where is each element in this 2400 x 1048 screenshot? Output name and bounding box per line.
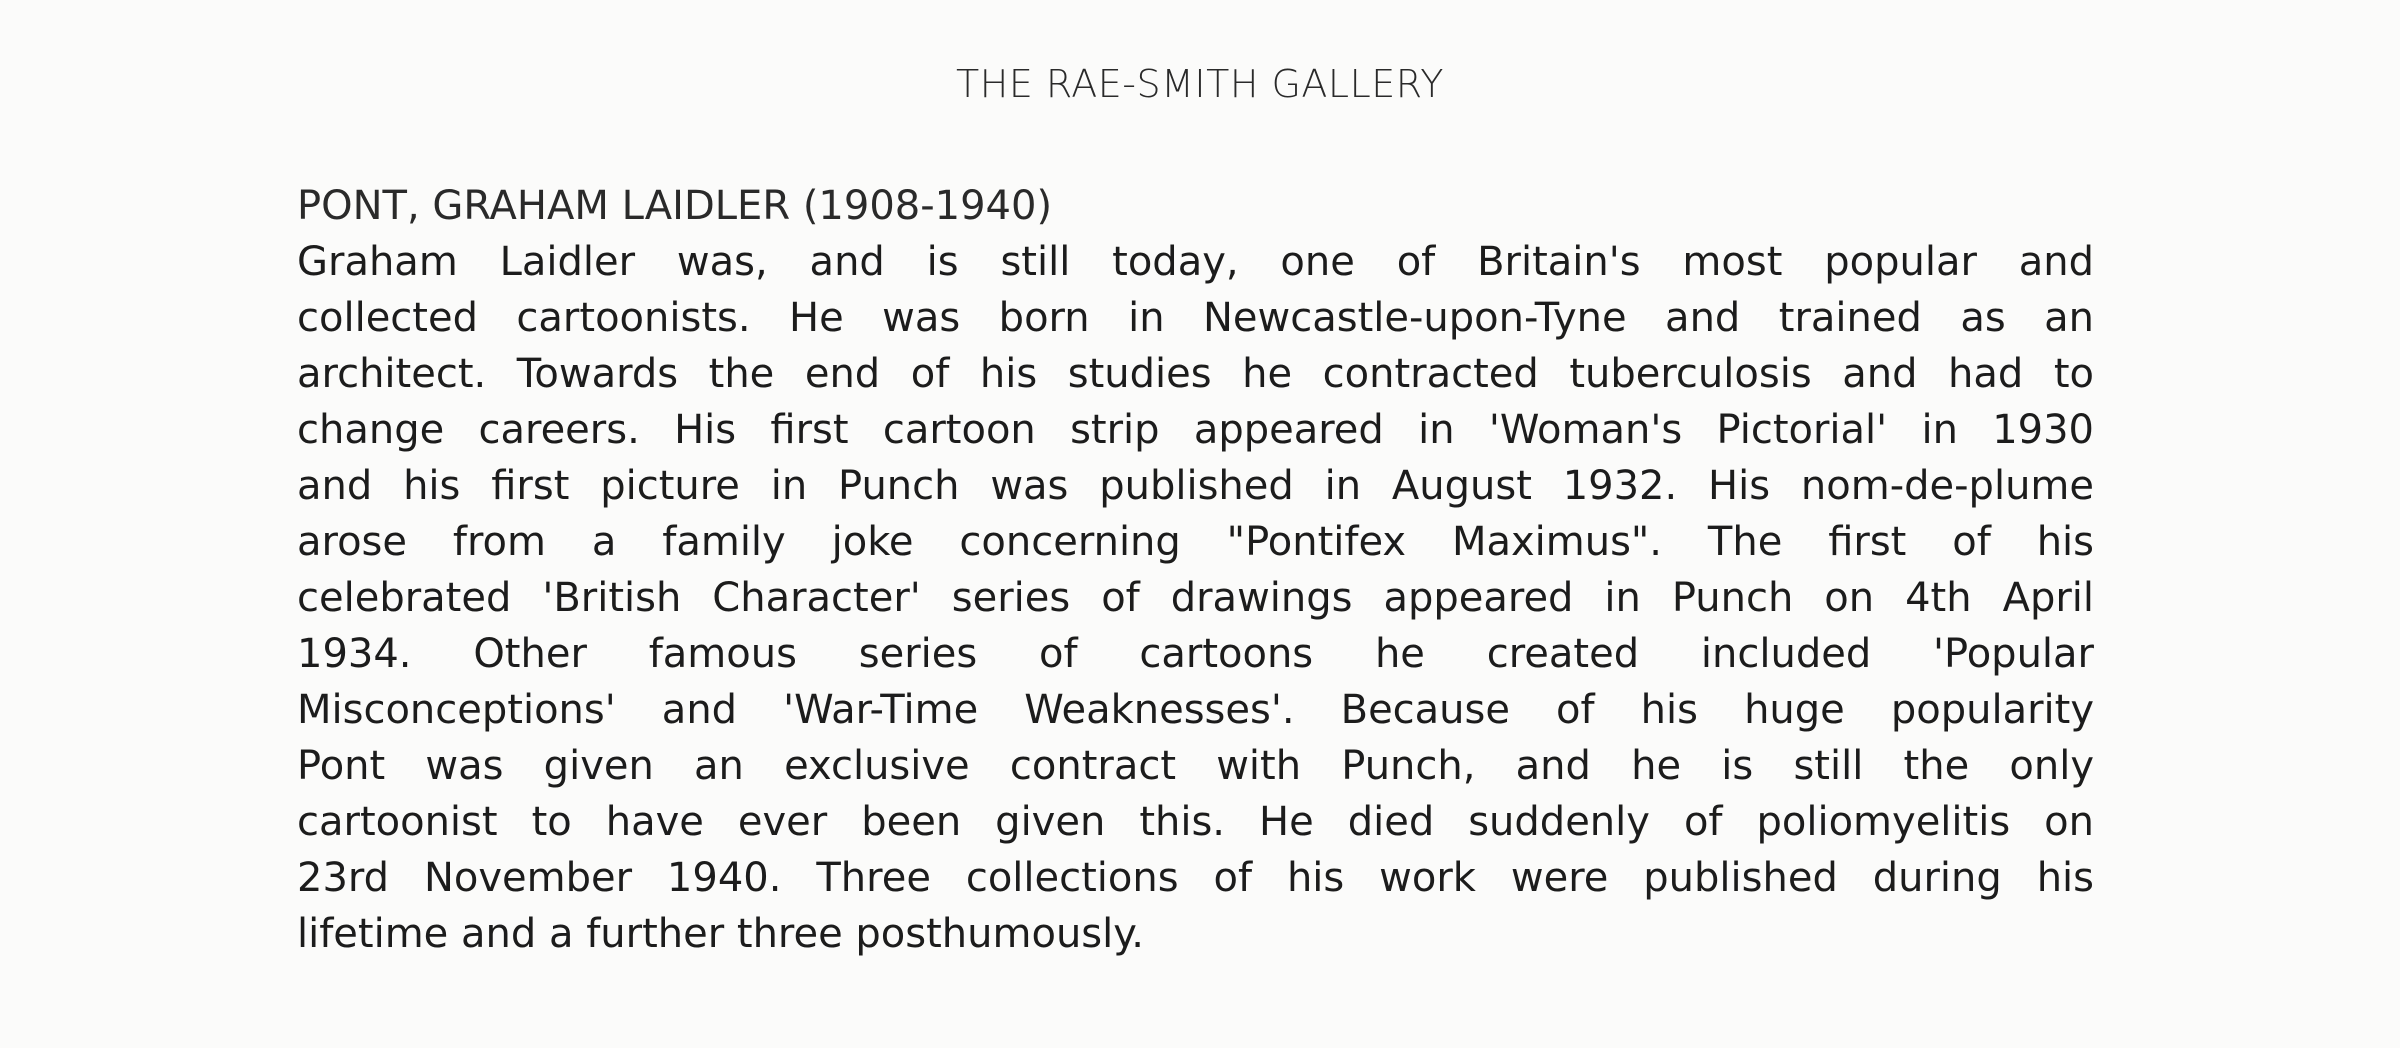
biography-line: lifetime and a further three posthumously. — [297, 911, 1144, 957]
biography-line: change careers. His first cartoon strip appeared in 'Woman's Pictorial' in 1930 — [297, 407, 2094, 453]
artist-heading: PONT, GRAHAM LAIDLER (1908-1940) — [297, 183, 1053, 229]
biography-line: and his first picture in Punch was published in August 1932. His nom-de-plume — [297, 463, 2094, 509]
biography-line: collected cartoonists. He was born in Newcastle-upon-Tyne and trained as an — [297, 295, 2094, 341]
biography-line: architect. Towards the end of his studies he contracted tuberculosis and had to — [297, 351, 2094, 397]
biography-line: cartoonist to have ever been given this. He died suddenly of poliomyelitis on — [297, 799, 2094, 845]
artist-entry — [297, 178, 2094, 962]
biography-line: 23rd November 1940. Three collections of his work were published during his — [297, 855, 2094, 901]
biography-line: Graham Laidler was, and is still today, one of Britain's most popular and — [297, 239, 2094, 285]
gallery-title: THE RAE-SMITH GALLERY — [956, 62, 1444, 106]
biography-line: Pont was given an exclusive contract with Punch, and he is still the only — [297, 743, 2094, 789]
biography-line: Misconceptions' and 'War-Time Weaknesses'. Because of his huge popularity — [297, 687, 2094, 733]
biography-line: arose from a family joke concerning "Pontifex Maximus". The first of his — [297, 519, 2094, 565]
biography-line: 1934. Other famous series of cartoons he created included 'Popular — [297, 631, 2094, 677]
biography-paragraph — [297, 234, 2094, 962]
biography-line: celebrated 'British Character' series of drawings appeared in Punch on 4th April — [297, 575, 2094, 621]
